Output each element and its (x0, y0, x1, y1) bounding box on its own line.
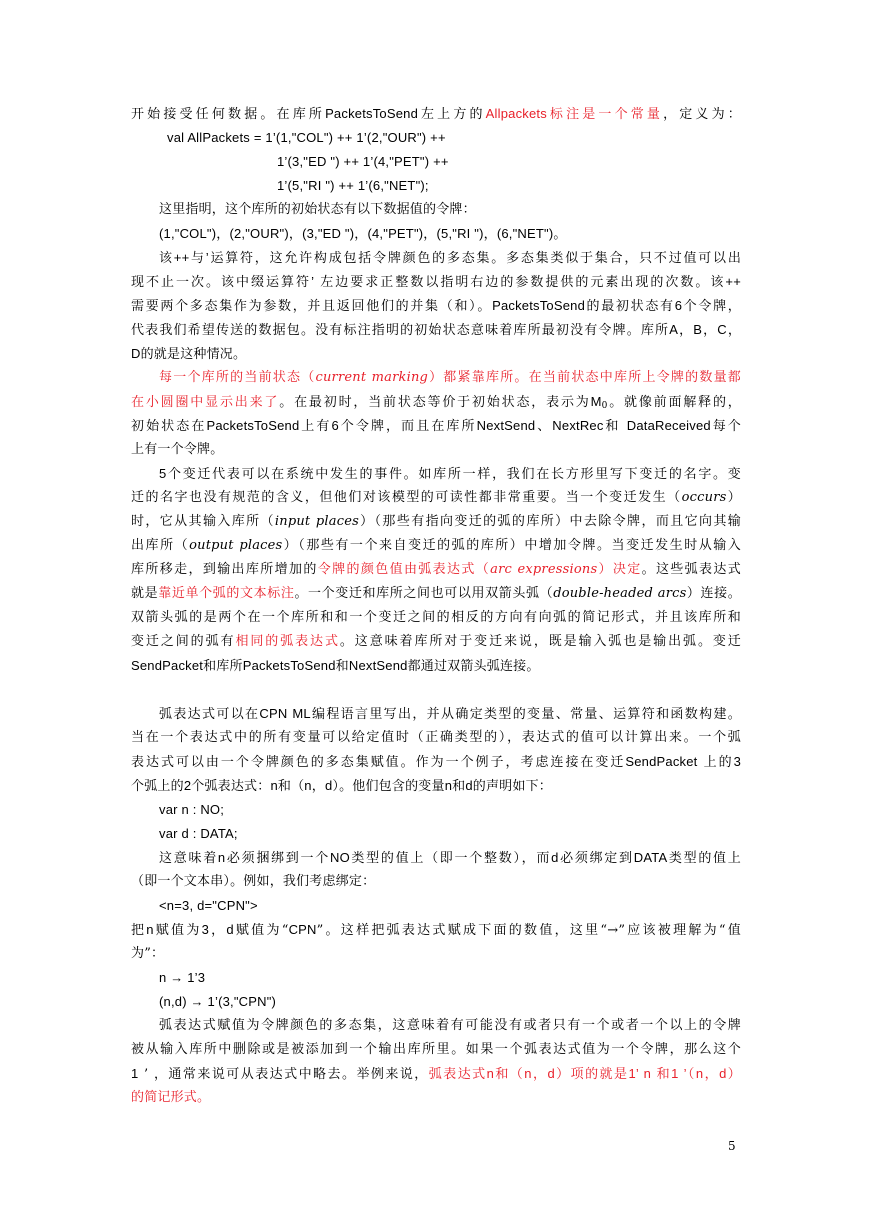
text-run: 1’(5,"RI ") ++ 1’(6,"NET"); (277, 178, 429, 193)
text-run: ） (726, 1067, 741, 1082)
text-run: 弧表达式赋值为令牌颜色的多态集，这意味着有可能没有或者只有一个或者一个以上的令牌 (159, 1018, 741, 1033)
text-run: 个令牌，而且在库所 (338, 419, 477, 434)
code-line (277, 151, 869, 174)
text-run: ， (702, 323, 718, 338)
text-run: 库所移走，到输出库所增加的 (131, 562, 318, 577)
para-line (131, 343, 741, 366)
text-run: 迁的名字也没有规范的含义，但他们对该模型的可读性都非常重要。当一个变迁发生（ (131, 490, 682, 505)
text-run: DATA (633, 850, 668, 865)
text-run: PacketsToSend (242, 658, 336, 673)
text-run: 变迁之间的弧有 (131, 634, 236, 649)
para-line (131, 583, 741, 605)
code-line (159, 991, 769, 1014)
para-line (159, 367, 741, 389)
text-run: 弧表达式 (428, 1067, 487, 1082)
text-run: CPN (288, 922, 317, 937)
text-run: 必须捆绑到一个 (225, 851, 330, 866)
text-run: 和（ (494, 1067, 525, 1082)
text-run: 上的 (697, 755, 734, 770)
text-run: n → 1’3 (159, 970, 206, 985)
text-run: 1’(3,"ED ") ++ 1’(4,"PET") ++ (277, 154, 449, 169)
text-run: var n : NO; (159, 802, 225, 817)
text-run: 表达式可以由一个令牌颜色的多态集赋值。作为一个例子，考虑连接在变迁 (131, 755, 626, 770)
text-run: 。 (553, 227, 567, 242)
text-run: ）（那些有一个来自变迁的弧的库所）中增加令牌。当变迁发生时从输入 (282, 538, 742, 553)
text-run: 和 (603, 419, 627, 434)
text-run: ）决定 (597, 562, 642, 577)
para-line (159, 847, 741, 870)
text-run: 当在一个表达式中的所有变量可以给定值时（正确类型的），表达式的值可以计算出来。一个弧 (131, 730, 741, 745)
para-line (131, 919, 741, 942)
text-run: n (444, 778, 453, 793)
para-line (131, 775, 741, 798)
text-run: 6 (674, 298, 683, 313)
text-run: 这里指明，这个库所的初始状态有以下数据值的令牌： (159, 202, 476, 217)
text-run: PacketsToSend (492, 298, 586, 313)
text-run: 。这些弧表达式 (641, 562, 741, 577)
text-run: 令牌的颜色值由弧表达式（ (317, 562, 491, 577)
text-run: 把 (131, 923, 147, 938)
text-run: double-headed arcs (553, 586, 687, 601)
text-run: n (217, 850, 226, 865)
text-run: M (590, 394, 602, 409)
text-run: 和 (651, 1067, 672, 1082)
text-run: 。这意味着库所对于变迁来说，既是输入弧也是输出弧。变迁 (339, 634, 741, 649)
text-run: 在小圆圈中显示出来了 (131, 395, 280, 410)
text-run: n (695, 1066, 704, 1081)
text-run: 开始接受任何数据。在库所 (131, 107, 326, 122)
text-run: A (669, 322, 679, 337)
text-run: D (131, 346, 141, 361)
text-run: 个变迁代表可以在系统中发生的事件。如库所一样，我们在长方形里写下变迁的名字。变 (166, 467, 741, 482)
para-line (159, 703, 741, 726)
text-run: 就是 (131, 586, 159, 601)
text-run: ， (311, 779, 325, 794)
text-run: 需要两个多态集作为参数，并且返回他们的并集（和）。 (131, 299, 493, 314)
text-run: 1 (131, 1066, 139, 1081)
text-run: PacketsToSend (206, 418, 300, 433)
text-run: 、 (535, 419, 553, 434)
para-line (131, 487, 741, 509)
text-run: ）项的就是 (554, 1067, 629, 1082)
text-run: 这意味着 (159, 851, 218, 866)
text-run: 赋值为 (153, 923, 202, 938)
text-run: 3 (201, 922, 210, 937)
text-run: 和（ (277, 779, 305, 794)
text-run: 类型的值上 (667, 851, 741, 866)
text-run: 。就像前面解释的， (607, 395, 741, 410)
text-run: NextSend (476, 418, 536, 433)
text-run: ， (209, 923, 227, 938)
para-line (131, 727, 741, 749)
text-run: Allpackets (485, 106, 547, 121)
text-run: ，定义为： (663, 107, 741, 122)
text-run: DataReceived (626, 418, 711, 433)
text-run: 1 ’ (671, 1066, 687, 1081)
para-line (131, 871, 741, 893)
text-run: CPN ML (259, 706, 311, 721)
para-line (131, 943, 741, 965)
text-run: 弧表达式可以在 (159, 707, 260, 722)
text-run: ， (726, 323, 742, 338)
text-run: ’ (205, 250, 209, 265)
para-line (131, 1039, 741, 1061)
text-run: 标注是一个常量 (546, 107, 664, 122)
para-line (131, 1063, 741, 1086)
text-run: arc expressions (490, 562, 598, 577)
text-run: 的最初状态有 (585, 299, 675, 314)
text-run: 和库所 (203, 659, 243, 674)
code-line (277, 175, 869, 198)
text-run: d (551, 850, 559, 865)
text-run: ）连接。 (686, 586, 741, 601)
text-run: 代表我们希望传送的数据包。没有标注指明的初始状态意味着库所最初没有令牌。库所 (131, 323, 670, 338)
text-run: 被从输入库所中删除或是被添加到一个输出库所里。如果一个弧表达式值为一个令牌，那么这个 (131, 1042, 741, 1057)
text-run: 个令牌， (682, 299, 741, 314)
text-run: 左边要求正整数以指明右边的参数提供的元素出现的次数。该 (314, 275, 726, 290)
text-run: 和 (452, 779, 466, 794)
text-run: d (324, 778, 333, 793)
para-line (131, 439, 741, 461)
text-run: 和 (335, 659, 349, 674)
text-run: ， (678, 323, 694, 338)
text-run: ’ (311, 274, 315, 289)
text-run: 每一个库所的当前状态（ (159, 370, 316, 385)
text-run: ++ (173, 250, 190, 265)
text-run: 该 (159, 251, 174, 266)
para-line (159, 1015, 741, 1037)
text-run: 2 (183, 778, 192, 793)
para-line (159, 463, 741, 486)
text-run: (1,"COL")，(2,"OUR")，(3,"ED ")，(4,"PET")，(5,"RI ")，(6,"NET") (159, 226, 554, 241)
code-line (159, 823, 769, 846)
text-run: 必须绑定到 (558, 851, 634, 866)
para-line (131, 295, 741, 318)
text-run: 每个 (710, 419, 741, 434)
text-run: 6 (331, 418, 339, 433)
code-line (159, 799, 769, 822)
text-run: 。一个变迁和库所之间也可以用双箭头弧（ (294, 586, 554, 601)
text-run: 赋值为“ (233, 923, 289, 938)
text-run: 上有 (299, 419, 332, 434)
para-line (131, 751, 741, 774)
text-run: 类型的值上（即一个整数），而 (349, 851, 552, 866)
para-line (131, 655, 741, 678)
text-run: 与 (189, 251, 206, 266)
text-run: n (304, 778, 312, 793)
text-run: ）都紧靠库所。在当前状态中库所上令牌的数量都 (428, 370, 742, 385)
para-line (131, 511, 741, 533)
para-line (131, 559, 741, 581)
text-run: 编程语言里写出，并从确定类型的变量、常量、运算符和函数构建。 (310, 707, 741, 722)
text-run: current marking (315, 370, 429, 385)
text-run: NextSend (348, 658, 408, 673)
text-run: 的声明如下： (472, 779, 552, 794)
text-run: 为”： (131, 946, 165, 961)
para-line (131, 631, 741, 653)
text-run: （即一个文本串）。例如，我们考虑绑定： (131, 874, 376, 889)
text-run: NextRec (552, 418, 604, 433)
text-run: <n=3, d="CPN"> (159, 898, 258, 913)
text-run: 初始状态在 (131, 419, 207, 434)
text-run: 靠近单个弧的文本标注 (158, 586, 295, 601)
text-run: 1’ n (628, 1066, 652, 1081)
text-run: ， (531, 1067, 548, 1082)
text-run: n (146, 922, 154, 937)
text-run: ， (703, 1067, 720, 1082)
text-run: 上有一个令牌。 (131, 442, 224, 457)
text-run: 现不止一次。该中缀运算符 (131, 275, 312, 290)
text-run: B (693, 322, 703, 337)
text-run: 个弧上的 (131, 779, 184, 794)
text-run: PacketsToSend (325, 106, 418, 121)
text-run: （ (686, 1067, 696, 1082)
para-line (131, 1087, 741, 1109)
para-line (131, 391, 741, 414)
text-run: n (486, 1066, 495, 1081)
para-line (131, 271, 741, 294)
code-line (159, 967, 769, 990)
text-run: val AllPackets = 1’(1,"COL") ++ 1’(2,"OUR") ++ (167, 130, 446, 145)
text-run: 相同的弧表达式 (235, 634, 340, 649)
text-run: ”。这样把弧表达式赋成下面的数值，这里“→”应该被理解为“值 (316, 923, 742, 938)
page-number: 5 (728, 1139, 736, 1153)
text-run: 。在最初时，当前状态等价于初始状态，表示为 (279, 395, 591, 410)
text-run: 运算符，这允许构成包括令牌颜色的多态集。多态集类似于集合，只不过值可以出 (208, 251, 742, 266)
text-run: d (465, 778, 473, 793)
text-run: 5 (159, 466, 167, 481)
text-run: n (270, 778, 278, 793)
text-run: ）。他们包含的变量 (332, 779, 445, 794)
para-line (159, 223, 769, 246)
text-run: 左上方的 (418, 107, 486, 122)
text-run: var d : DATA; (159, 826, 238, 841)
text-run: 都通过双箭头弧连接。 (407, 659, 540, 674)
para-line (131, 535, 741, 557)
text-run: occurs (681, 490, 727, 505)
text-run: 0 (601, 401, 608, 411)
text-run: SendPacket (131, 658, 204, 673)
text-run: ）（那些有指向变迁的弧的库所）中去除令牌，而且它向其输 (358, 514, 741, 529)
text-run: 3 (733, 754, 741, 769)
text-run: 个弧表达式： (191, 779, 271, 794)
text-run: 双箭头弧的是两个在一个库所和和一个变迁之间的相反的方向有向弧的简记形式，并且该库所和 (131, 610, 741, 625)
para-line (131, 319, 741, 342)
text-run: input places (274, 514, 359, 529)
para-line (131, 103, 741, 126)
text-run: ’ ，通常来说可从表达式中略去。举例来说， (138, 1067, 429, 1082)
text-run: ++ (725, 274, 742, 289)
text-run: d (547, 1066, 555, 1081)
text-run: d (719, 1066, 727, 1081)
text-run: 出库所（ (131, 538, 190, 553)
text-run: output places (189, 538, 283, 553)
text-run: ） (726, 490, 741, 505)
text-run: d (226, 922, 234, 937)
text-run: n (524, 1066, 532, 1081)
para-line (131, 415, 741, 438)
text-run: 时，它从其输入库所（ (131, 514, 275, 529)
para-line (159, 247, 741, 270)
para-line (131, 607, 741, 629)
code-line (167, 127, 777, 150)
para-line (159, 199, 769, 221)
text-run: NO (330, 850, 350, 865)
text-run: 的简记形式。 (131, 1090, 211, 1105)
text-run: (n,d) → 1’(3,"CPN") (159, 994, 277, 1009)
text-run: SendPacket (625, 754, 698, 769)
code-line (159, 895, 769, 918)
text-run: C (717, 322, 727, 337)
text-run: 的就是这种情况。 (140, 347, 247, 362)
